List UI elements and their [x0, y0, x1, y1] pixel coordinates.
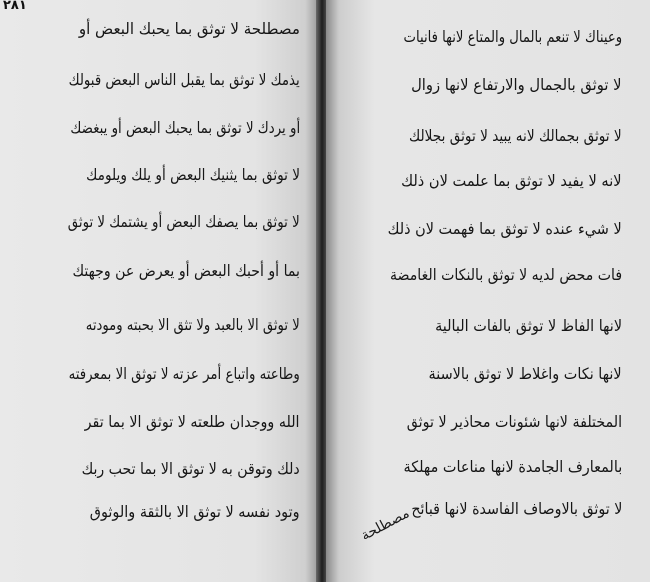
left-line-10: دلك وتوقن به لا توثق الا بما تحب ربك [81, 460, 300, 478]
left-line-4: لا توثق بما يثنيك البعض أو يلك ويلومك [86, 166, 300, 184]
left-line-9: الله ووجدان طلعته لا توثق الا بما تقر [85, 413, 300, 431]
right-line-10: بالمعارف الجامدة لانها مناعات مهلكة [403, 458, 622, 476]
right-line-4: لانه لا يفيد لا توثق بما علمت لان ذلك [401, 172, 622, 190]
right-line-9: المختلفة لانها شئونات محاذير لا توثق [406, 413, 622, 431]
left-line-3: أو يردك لا توثق بما يحبك البعض أو يبغضك [70, 119, 300, 137]
left-line-11: وتود نفسه لا توثق الا بالثقة والوثوق [90, 503, 300, 521]
left-line-2: يذمك لا توثق بما يقبل الناس البعض قبولك [68, 71, 300, 89]
left-page [0, 0, 318, 582]
left-line-5: لا توثق بما يصفك البعض أو يشتمك لا توثق [68, 213, 300, 231]
left-line-1: مصطلحة لا توثق بما يحبك البعض أو [78, 20, 300, 38]
catchword: مصطلحة [358, 505, 413, 544]
right-line-3: لا توثق بجمالك لانه يبيد لا توثق بجلالك [409, 127, 622, 145]
left-line-8: وطاعته واتباع أمر عزته لا توثق الا بمعرفته [68, 365, 300, 383]
right-line-11: لا توثق بالاوصاف الفاسدة لانها قبائح [411, 500, 622, 518]
left-line-7: لا توثق الا بالعبد ولا تثق الا بحبته ومودته [86, 316, 300, 334]
right-line-6: فات محض لديه لا توثق بالنكات الغامضة [389, 266, 622, 284]
right-line-5: لا شيء عنده لا توثق بما فهمت لان ذلك [387, 220, 622, 238]
right-line-7: لانها الفاظ لا توثق بالفات البالية [435, 317, 622, 335]
right-page [326, 0, 650, 582]
right-line-8: لانها نكات واغلاط لا توثق بالاسنة [428, 365, 622, 383]
right-line-1: وعيناك لا تنعم بالمال والمتاع لانها فانيات [403, 28, 622, 46]
right-line-2: لا توثق بالجمال والارتفاع لانها زوال [411, 76, 622, 94]
page-number: ٢٨١ [3, 0, 27, 13]
left-line-6: بما أو أحبك البعض أو يعرض عن وجهتك [72, 262, 300, 280]
